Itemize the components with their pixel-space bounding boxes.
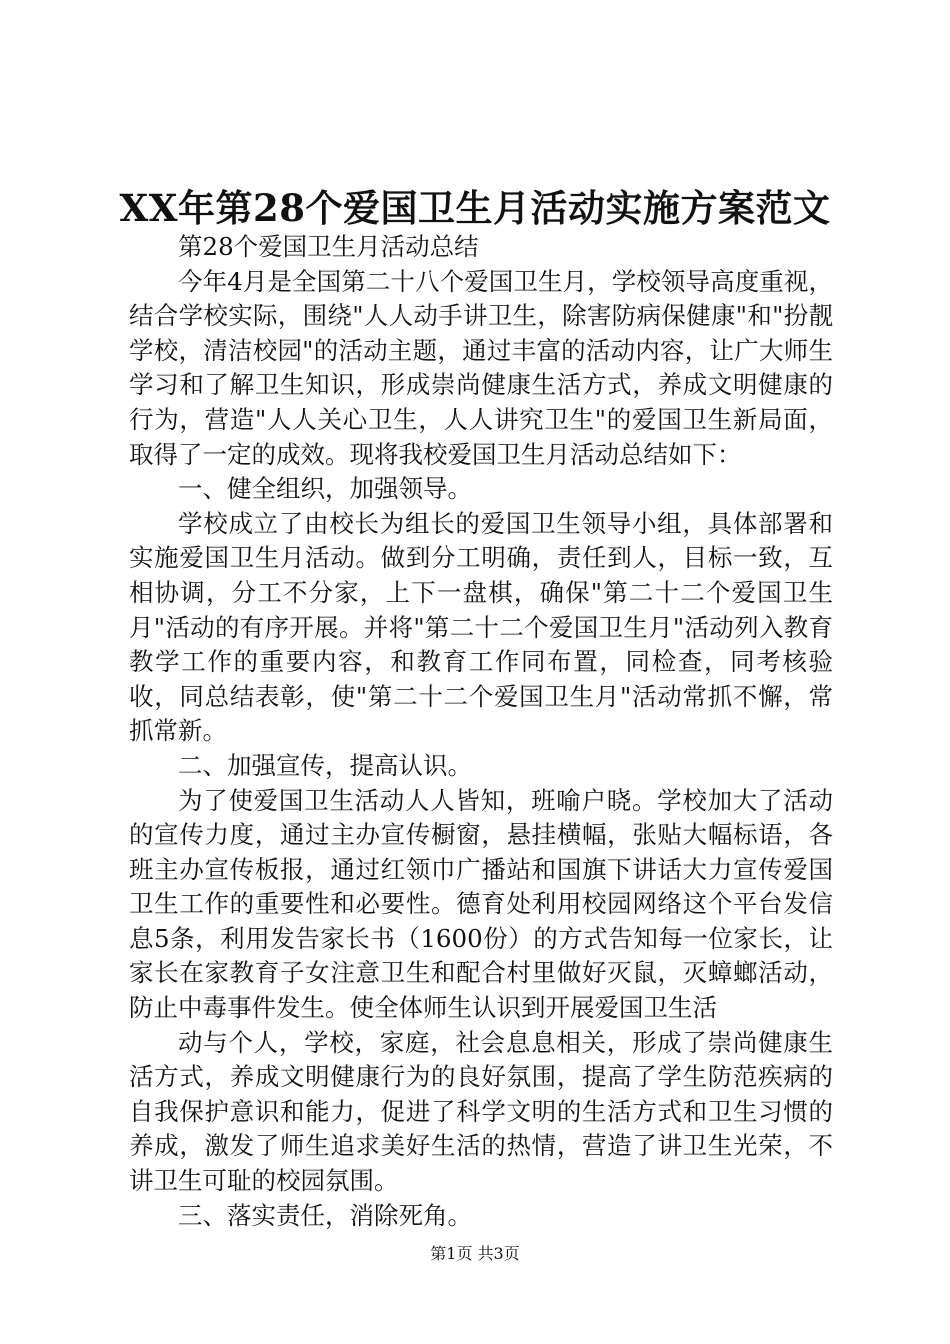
section-paragraph-1: 学校成立了由校长为组长的爱国卫生领导小组，具体部署和实施爱国卫生月活动。做到分工明确，责任到人，目标一致，互相协调，分工不分家，上下一盘棋，确保"第二十二个爱国卫生月"活动的有序开展。并将"第二十二个爱国卫生月"活动列入教育教学工作的重要内容，和教育工作同布置，同检查，同考核验收，同总结表彰，使"第二十二个爱国卫生月"活动常抓不懈，常抓常新。 (129, 508, 833, 746)
section-paragraph-2: 为了使爱国卫生活动人人皆知，班喻户晓。学校加大了活动的宣传力度，通过主办宣传橱窗，悬挂横幅，张贴大幅标语，各班主办宣传板报，通过红领巾广播站和国旗下讲话大力宣传爱国卫生工作的重要性和必要性。德育处利用校园网络这个平台发信息5条，利用发告家长书（1600份）的方式告知每一位家长，让家长在家教育子女注意卫生和配合村里做好灭鼠，灭蟑螂活动，防止中毒事件发生。使全体师生认识到开展爱国卫生活 (129, 785, 833, 1023)
intro-paragraph: 今年4月是全国第二十八个爱国卫生月，学校领导高度重视，结合学校实际，围绕"人人动手讲卫生，除害防病保健康"和"扮靓学校，清洁校园"的活动主题，通过丰富的活动内容，让广大师生学习和了解卫生知识，形成崇尚健康生活方式，养成文明健康的行为，营造"人人关心卫生，人人讲究卫生"的爱国卫生新局面，取得了一定的成效。现将我校爱国卫生月活动总结如下： (129, 266, 833, 469)
section-heading-3: 三、落实责任，消除死角。 (178, 1200, 472, 1230)
section-heading-1: 一、健全组织，加强领导。 (178, 474, 472, 504)
subtitle-paragraph: 第28个爱国卫生月活动总结 (178, 232, 479, 261)
page-footer: 第1页 共3页 (430, 1244, 520, 1263)
document-body (129, 230, 833, 1233)
section-heading-2: 二、加强宣传，提高认识。 (178, 750, 472, 780)
document-title: XX年第28个爱国卫生月活动实施方案范文 (119, 186, 831, 230)
section-paragraph-2-continued: 动与个人，学校，家庭，社会息息相关，形成了崇尚健康生活方式，养成文明健康行为的良好氛围，提高了学生防范疾病的自我保护意识和能力，促进了科学文明的生活方式和卫生习惯的养成，激发了师生追求美好生活的热情，营造了讲卫生光荣，不讲卫生可耻的校园氛围。 (129, 1027, 833, 1196)
